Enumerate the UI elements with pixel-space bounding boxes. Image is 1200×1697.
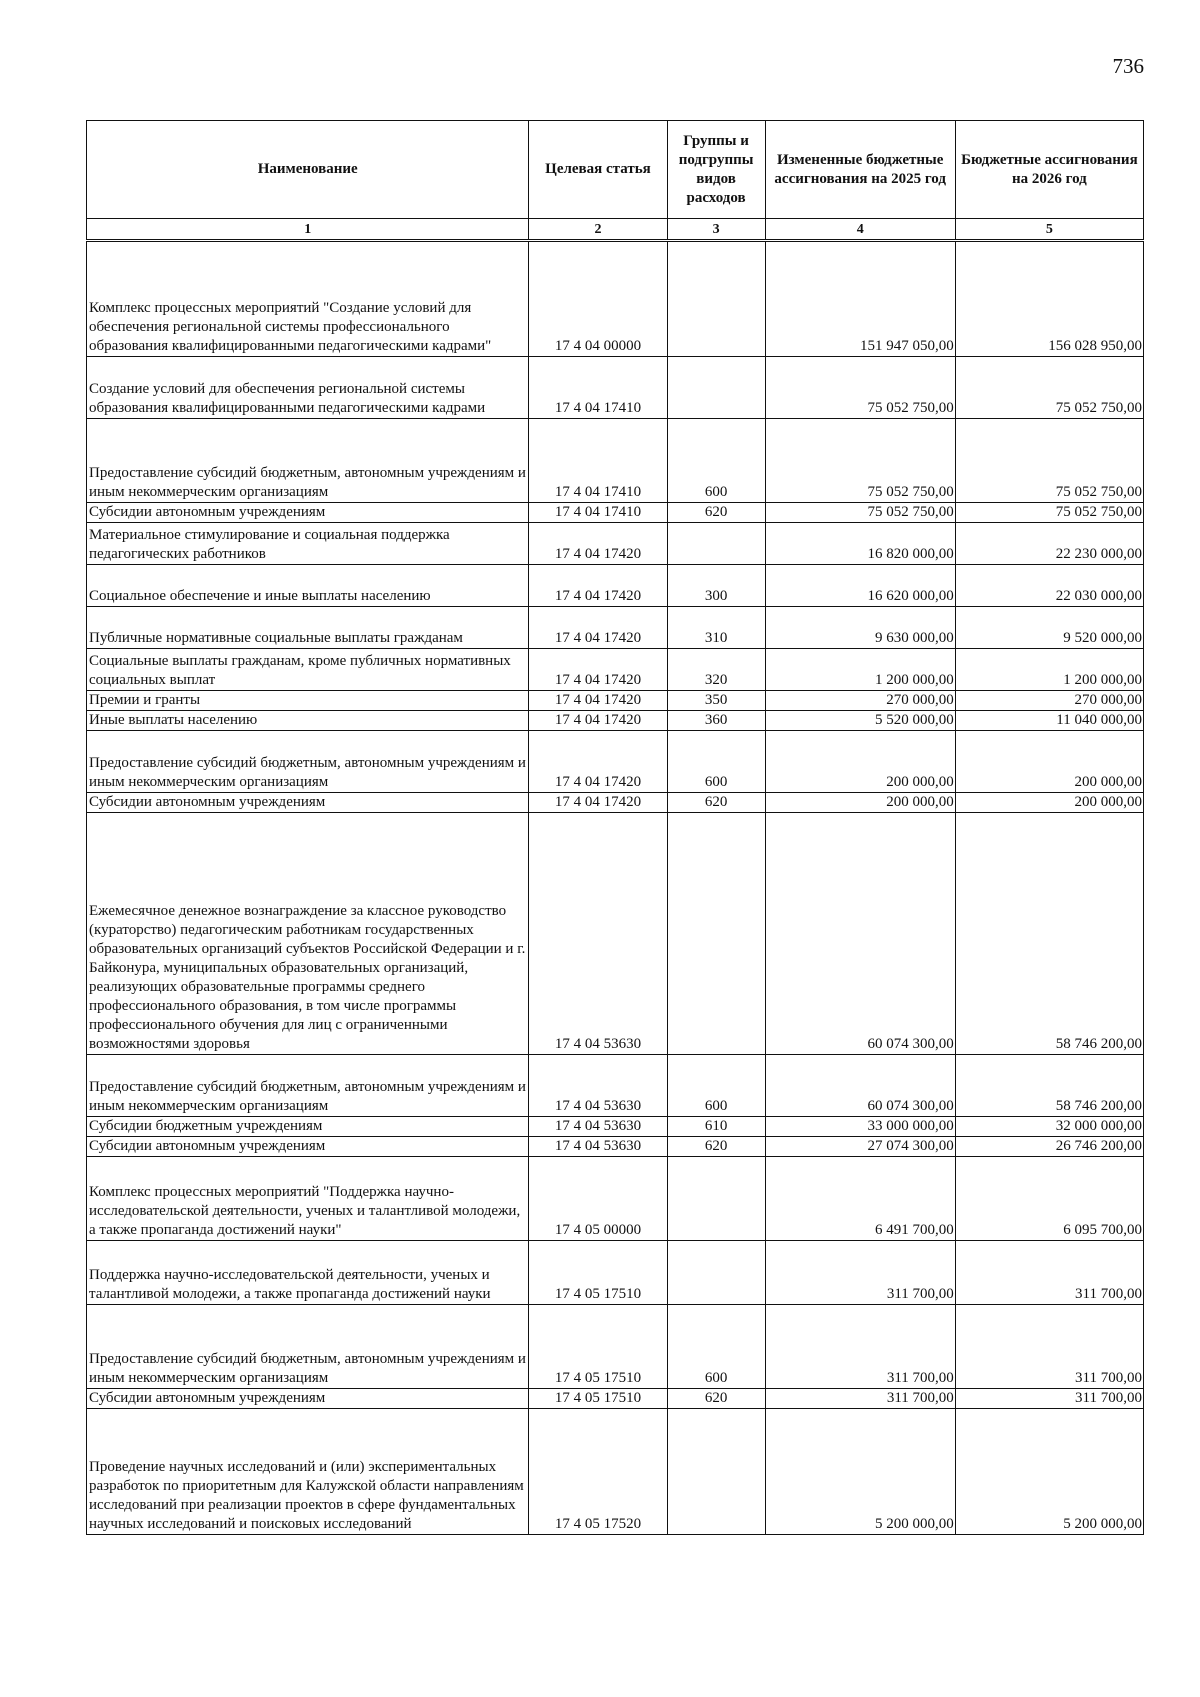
table-body [87,241,1144,1535]
row-amount-2025: 60 074 300,00 [765,1055,955,1117]
row-expense-group [667,357,765,419]
row-expense-group [667,1157,765,1241]
table-row [87,1137,1144,1157]
row-name: Предоставление субсидий бюджетным, автономным учреждениям и иным некоммерческим организациям [87,419,529,503]
row-amount-2026: 75 052 750,00 [955,503,1143,523]
row-expense-group: 600 [667,1305,765,1389]
header-amount-2026: Бюджетные ассигнования на 2026 год [955,121,1143,219]
row-expense-group: 620 [667,793,765,813]
row-target-code: 17 4 04 17420 [529,523,667,565]
row-expense-group: 310 [667,607,765,649]
row-name: Комплекс процессных мероприятий "Создание условий для обеспечения региональной системы профессионального образования квалифицированными педагогическими кадрами" [87,241,529,357]
table-row [87,1241,1144,1305]
table-row [87,649,1144,691]
row-name: Иные выплаты населению [87,711,529,731]
row-amount-2026: 311 700,00 [955,1241,1143,1305]
row-expense-group [667,813,765,1055]
row-amount-2025: 75 052 750,00 [765,419,955,503]
header-row [87,121,1144,219]
row-name: Субсидии автономным учреждениям [87,1137,529,1157]
row-amount-2025: 311 700,00 [765,1389,955,1409]
row-amount-2025: 200 000,00 [765,731,955,793]
row-expense-group: 600 [667,1055,765,1117]
row-amount-2026: 5 200 000,00 [955,1409,1143,1535]
row-target-code: 17 4 05 17510 [529,1305,667,1389]
row-name: Предоставление субсидий бюджетным, автономным учреждениям и иным некоммерческим организациям [87,1305,529,1389]
row-target-code: 17 4 04 53630 [529,1137,667,1157]
row-target-code: 17 4 04 17410 [529,503,667,523]
row-target-code: 17 4 05 00000 [529,1157,667,1241]
page-number: 736 [1112,54,1144,78]
row-expense-group [667,523,765,565]
row-expense-group [667,241,765,357]
row-amount-2026: 270 000,00 [955,691,1143,711]
row-amount-2025: 9 630 000,00 [765,607,955,649]
row-amount-2026: 75 052 750,00 [955,357,1143,419]
row-name: Публичные нормативные социальные выплаты гражданам [87,607,529,649]
row-amount-2026: 1 200 000,00 [955,649,1143,691]
row-name: Субсидии автономным учреждениям [87,793,529,813]
row-target-code: 17 4 04 17420 [529,731,667,793]
row-amount-2026: 200 000,00 [955,793,1143,813]
table-row [87,241,1144,357]
column-number: 5 [955,219,1143,241]
row-expense-group: 610 [667,1117,765,1137]
row-target-code: 17 4 04 17420 [529,711,667,731]
budget-table [86,120,1144,1535]
row-target-code: 17 4 04 00000 [529,241,667,357]
table-row [87,1409,1144,1535]
row-amount-2025: 75 052 750,00 [765,503,955,523]
row-expense-group: 300 [667,565,765,607]
table-row [87,503,1144,523]
row-name: Социальные выплаты гражданам, кроме публичных нормативных социальных выплат [87,649,529,691]
row-expense-group [667,1409,765,1535]
row-target-code: 17 4 05 17510 [529,1241,667,1305]
row-target-code: 17 4 04 17420 [529,607,667,649]
row-name: Субсидии бюджетным учреждениям [87,1117,529,1137]
row-amount-2025: 5 520 000,00 [765,711,955,731]
row-expense-group: 350 [667,691,765,711]
row-amount-2026: 22 230 000,00 [955,523,1143,565]
row-amount-2026: 22 030 000,00 [955,565,1143,607]
row-expense-group: 600 [667,731,765,793]
row-name: Создание условий для обеспечения региональной системы образования квалифицированными педагогическими кадрами [87,357,529,419]
row-target-code: 17 4 05 17510 [529,1389,667,1409]
row-amount-2026: 9 520 000,00 [955,607,1143,649]
row-target-code: 17 4 04 17420 [529,793,667,813]
row-target-code: 17 4 04 53630 [529,1055,667,1117]
table-row [87,813,1144,1055]
row-target-code: 17 4 04 17420 [529,691,667,711]
row-amount-2026: 311 700,00 [955,1389,1143,1409]
row-amount-2026: 11 040 000,00 [955,711,1143,731]
row-amount-2025: 27 074 300,00 [765,1137,955,1157]
row-amount-2026: 58 746 200,00 [955,1055,1143,1117]
column-number-row [87,219,1144,241]
row-target-code: 17 4 05 17520 [529,1409,667,1535]
table-row [87,691,1144,711]
header-name: Наименование [87,121,529,219]
table-row [87,1157,1144,1241]
row-amount-2025: 75 052 750,00 [765,357,955,419]
row-expense-group: 620 [667,503,765,523]
row-expense-group [667,1241,765,1305]
table-row [87,565,1144,607]
row-amount-2026: 311 700,00 [955,1305,1143,1389]
row-expense-group: 600 [667,419,765,503]
row-amount-2026: 32 000 000,00 [955,1117,1143,1137]
table-row [87,419,1144,503]
row-name: Субсидии автономным учреждениям [87,503,529,523]
row-target-code: 17 4 04 53630 [529,813,667,1055]
row-amount-2025: 5 200 000,00 [765,1409,955,1535]
row-name: Предоставление субсидий бюджетным, автономным учреждениям и иным некоммерческим организациям [87,731,529,793]
table-row [87,793,1144,813]
row-target-code: 17 4 04 17420 [529,649,667,691]
header-group: Группы и подгруппы видов расходов [667,121,765,219]
row-target-code: 17 4 04 53630 [529,1117,667,1137]
row-name: Ежемесячное денежное вознаграждение за классное руководство (кураторство) педагогическим работникам государственных образовательных организаций субъектов Российской Федерации и г. Байконура, муниципальных образовательных организаций, реализующих образовательные программы среднего профессионального образования, в том числе программы профессионального обучения для лиц с ограниченными возможностями здоровья [87,813,529,1055]
row-amount-2025: 200 000,00 [765,793,955,813]
row-amount-2025: 270 000,00 [765,691,955,711]
table-row [87,1305,1144,1389]
row-amount-2026: 58 746 200,00 [955,813,1143,1055]
row-amount-2025: 16 620 000,00 [765,565,955,607]
table-row [87,1389,1144,1409]
row-amount-2025: 33 000 000,00 [765,1117,955,1137]
row-amount-2025: 16 820 000,00 [765,523,955,565]
row-amount-2026: 200 000,00 [955,731,1143,793]
row-expense-group: 360 [667,711,765,731]
row-amount-2026: 6 095 700,00 [955,1157,1143,1241]
table-row [87,523,1144,565]
row-amount-2025: 60 074 300,00 [765,813,955,1055]
row-name: Субсидии автономным учреждениям [87,1389,529,1409]
table-row [87,607,1144,649]
row-name: Предоставление субсидий бюджетным, автономным учреждениям и иным некоммерческим организациям [87,1055,529,1117]
table-row [87,1055,1144,1117]
table-row [87,1117,1144,1137]
row-amount-2026: 26 746 200,00 [955,1137,1143,1157]
row-name: Социальное обеспечение и иные выплаты населению [87,565,529,607]
row-expense-group: 320 [667,649,765,691]
row-amount-2026: 156 028 950,00 [955,241,1143,357]
row-expense-group: 620 [667,1137,765,1157]
header-code: Целевая статья [529,121,667,219]
table-row [87,357,1144,419]
row-name: Комплекс процессных мероприятий "Поддержка научно-исследовательской деятельности, ученых и талантливой молодежи, а также пропаганда достижений науки" [87,1157,529,1241]
row-name: Премии и гранты [87,691,529,711]
column-number: 4 [765,219,955,241]
table-row [87,711,1144,731]
table-row [87,731,1144,793]
row-target-code: 17 4 04 17410 [529,357,667,419]
row-amount-2025: 311 700,00 [765,1305,955,1389]
row-name: Материальное стимулирование и социальная поддержка педагогических работников [87,523,529,565]
column-number: 2 [529,219,667,241]
row-name: Проведение научных исследований и (или) экспериментальных разработок по приоритетным для Калужской области направлениям исследований при реализации проектов в сфере фундаментальных научных исследований и поисковых исследований [87,1409,529,1535]
row-name: Поддержка научно-исследовательской деятельности, ученых и талантливой молодежи, а также пропаганда достижений науки [87,1241,529,1305]
column-number: 1 [87,219,529,241]
column-number: 3 [667,219,765,241]
row-amount-2025: 1 200 000,00 [765,649,955,691]
row-amount-2026: 75 052 750,00 [955,419,1143,503]
header-amount-2025: Измененные бюджетные ассигнования на 2025 год [765,121,955,219]
row-amount-2025: 311 700,00 [765,1241,955,1305]
row-amount-2025: 151 947 050,00 [765,241,955,357]
row-target-code: 17 4 04 17420 [529,565,667,607]
row-amount-2025: 6 491 700,00 [765,1157,955,1241]
row-expense-group: 620 [667,1389,765,1409]
row-target-code: 17 4 04 17410 [529,419,667,503]
